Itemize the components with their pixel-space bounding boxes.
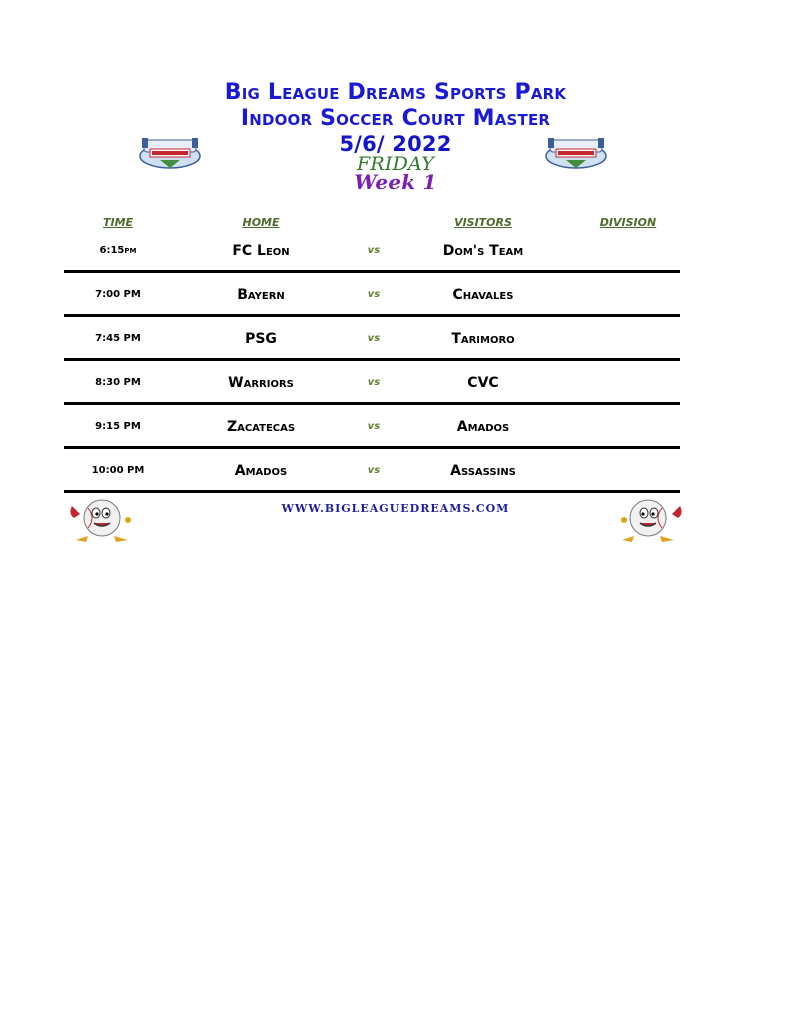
schedule-week: Week 1 [354,170,437,194]
game-row [64,229,680,273]
column-header-visitors: VISITORS [454,216,512,229]
schedule-day: FRIDAY [357,153,434,175]
game-row [64,361,680,405]
versus-label: vs [367,465,381,476]
row-divider [64,490,680,493]
game-time: 10:00 PM [91,465,145,476]
baseball-mascot-icon [612,496,686,544]
versus-label: vs [367,289,381,300]
column-header-division: DIVISION [599,216,657,229]
home-team: PSG [245,331,277,347]
game-time: 7:45 PM [95,333,141,344]
visiting-team: Amados [456,419,510,435]
schedule-date: 5/6/ 2022 [339,132,452,156]
game-time: 9:15 PM [95,421,141,432]
visiting-team: Chavales [452,287,514,303]
website-link[interactable]: WWW.BIGLEAGUEDREAMS.COM [281,502,510,515]
stadium-logo-icon [138,134,202,170]
visiting-team: CVC [467,375,499,391]
versus-label: vs [367,377,381,388]
game-row [64,317,680,361]
game-row [64,273,680,317]
game-time: 6:15pm [99,245,137,256]
stadium-logo-icon [544,134,608,170]
home-team: Bayern [237,287,285,303]
park-title: Big League Dreams Sports Park [224,80,567,105]
visiting-team: Tarimoro [451,331,515,347]
visiting-team: Assassins [450,463,516,479]
game-time: 8:30 PM [95,377,141,388]
game-row [64,405,680,449]
home-team: Warriors [228,375,294,391]
versus-label: vs [367,421,381,432]
versus-label: vs [367,245,381,256]
home-team: Amados [234,463,288,479]
versus-label: vs [367,333,381,344]
home-team: Zacatecas [226,419,296,435]
column-header-home: HOME [242,216,280,229]
column-header-time: TIME [102,216,134,229]
home-team: FC Leon [232,243,290,259]
game-row [64,449,680,493]
schedule-title: Indoor Soccer Court Master [240,106,551,131]
visiting-team: Dom's Team [442,243,524,259]
game-time: 7:00 PM [95,289,141,300]
